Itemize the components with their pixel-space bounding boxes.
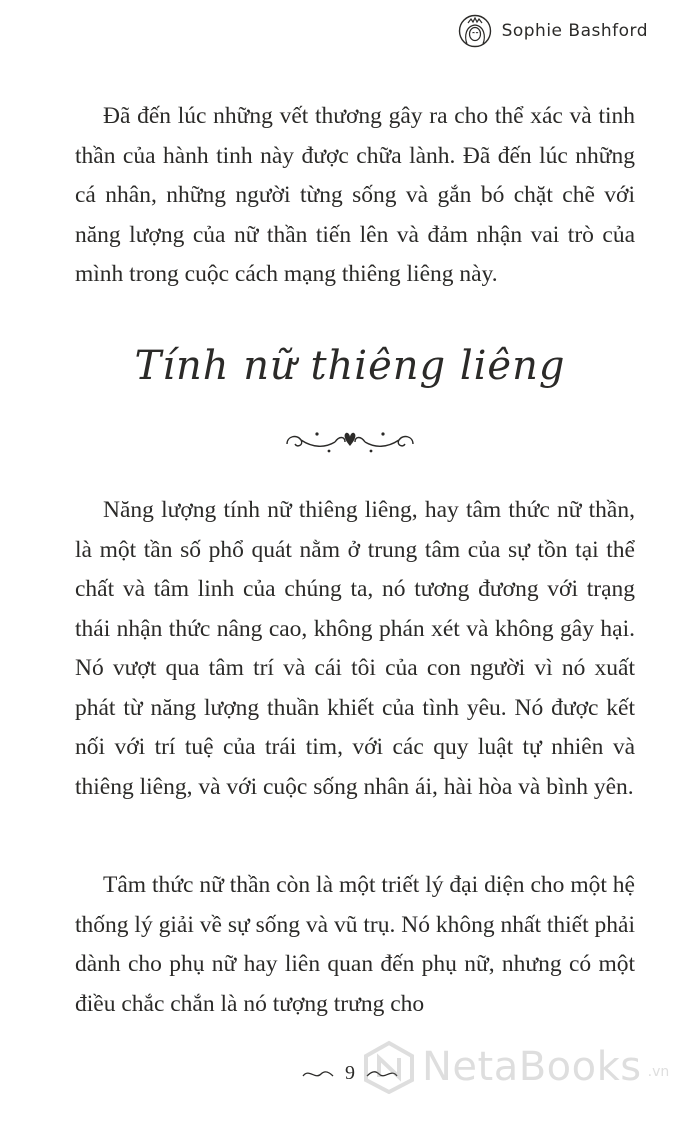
floral-divider-icon	[283, 422, 417, 458]
page-header	[458, 14, 648, 48]
page-number: 9	[345, 1062, 355, 1084]
watermark-brand: NetaBooks	[422, 1044, 642, 1090]
watermark	[362, 1040, 669, 1094]
paragraph-3: Tâm thức nữ thần còn là một triết lý đại diện cho một hệ thống lý giải về sự sống và vũ trụ. Nó không nhất thiết phải dành cho phụ nữ hay liên quan đến phụ nữ, nhưng có một điều chắc chắn là nó tượng trưng cho	[75, 872, 635, 1017]
paragraph-2: Năng lượng tính nữ thiêng liêng, hay tâm thức nữ thần, là một tần số phổ quát nằm ở trung tâm của sự tồn tại thể chất và tâm linh của chúng ta, nó tương đương với trạng thái nhận thức nâng cao, không phán xét và không gây hại. Nó vượt qua tâm trí và cái tôi của con người vì nó xuất phát từ năng lượng thuần khiết của tình yêu. Nó được kết nối với trí tuệ của trái tim, với các quy luật tự nhiên và thiêng liêng, và với cuộc sống nhân ái, hài hòa và bình yên.	[75, 497, 635, 800]
author-name: Sophie Bashford	[501, 21, 648, 41]
section-heading: Tính nữ thiêng liêng	[134, 343, 566, 389]
paragraph-1: Đã đến lúc những vết thương gây ra cho thể xác và tinh thần của hành tinh này được chữa lành. Đã đến lúc những cá nhân, những người từng sống và gắn bó chặt chẽ với năng lượng của nữ thần tiến lên và đảm nhận vai trò của mình trong cuộc cách mạng thiêng liêng này.	[75, 103, 635, 287]
swirl-left-icon	[301, 1066, 335, 1082]
watermark-tld: .vn	[647, 1064, 670, 1080]
goddess-face-icon	[458, 14, 492, 48]
netabooks-logo-icon	[362, 1040, 416, 1094]
